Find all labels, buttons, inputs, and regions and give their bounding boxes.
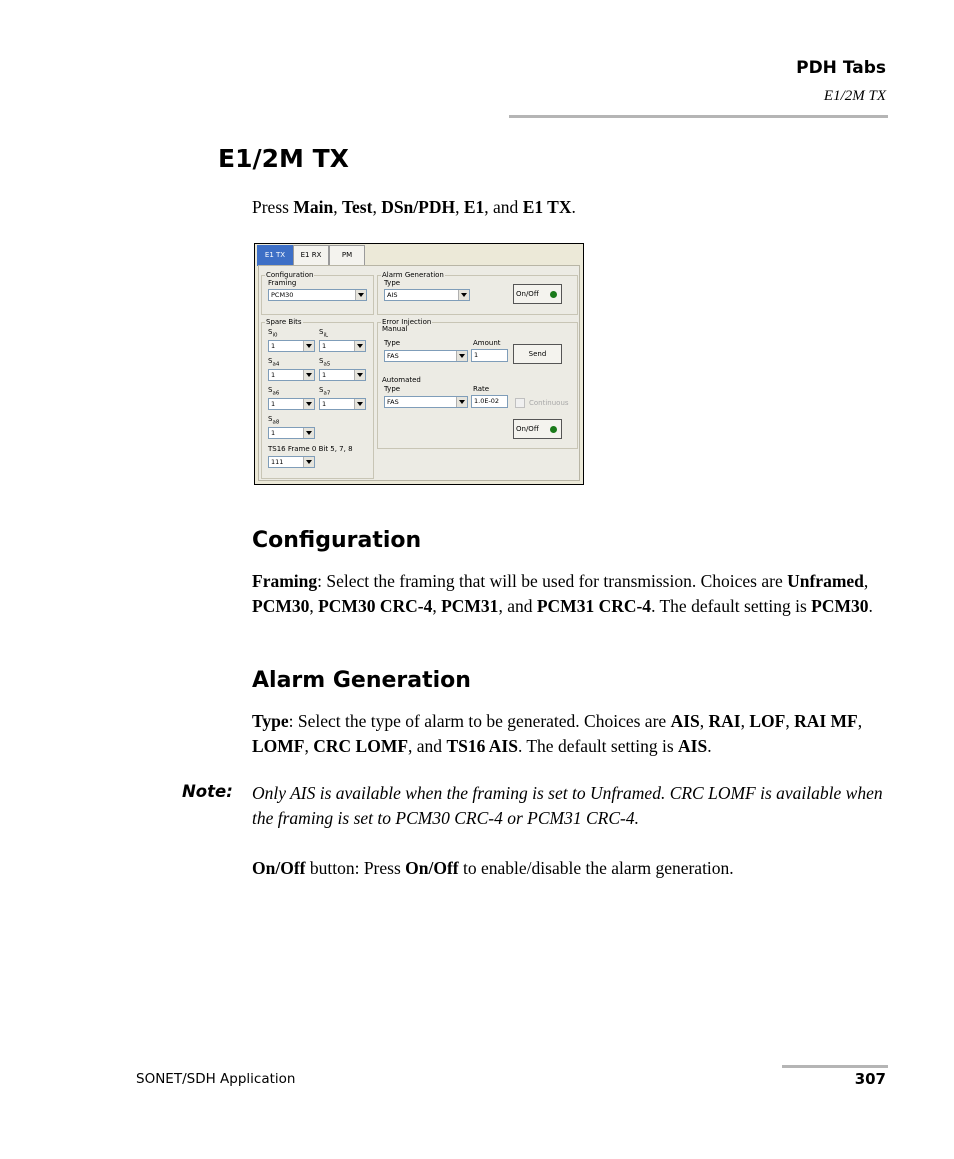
alarm-type-label: Type — [384, 279, 401, 287]
footer-rule — [782, 1065, 888, 1068]
alarm-generation-paragraph: Type: Select the type of alarm to be generated. Choices are AIS, RAI, LOF, RAI MF, LOMF, CRC LOMF, and TS16 AIS. The default setting is AIS. — [252, 711, 863, 756]
send-button[interactable]: Send — [513, 344, 562, 364]
chevron-down-icon — [456, 397, 467, 407]
configuration-heading: Configuration — [252, 528, 422, 553]
spare-bit-combo[interactable]: 1 — [268, 369, 315, 381]
framing-label: Framing — [268, 279, 297, 287]
spare-bit-combo[interactable]: 1 — [319, 340, 366, 352]
spare-bits-group-label: Spare Bits — [266, 318, 302, 326]
page-title: E1/2M TX — [218, 144, 349, 173]
onoff-paragraph: On/Off button: Press On/Off to enable/disable the alarm generation. — [252, 858, 734, 878]
chevron-down-icon — [355, 290, 366, 300]
alarm-generation-group-label: Alarm Generation — [382, 271, 444, 279]
chevron-down-icon — [354, 370, 365, 380]
spare-bit-label: $S_{a6}$ — [268, 386, 280, 397]
intro-paragraph: Press Main, Test, DSn/PDH, E1, and E1 TX. — [252, 197, 576, 217]
note-label: Note: — [182, 782, 233, 801]
spare-bit-label: $S_{a4}$ — [268, 357, 280, 368]
ts16-combo[interactable]: 111 — [268, 456, 315, 468]
spare-bit-label: $S_{a8}$ — [268, 415, 280, 426]
configuration-group-label: Configuration — [266, 271, 314, 279]
tab-panel — [258, 265, 580, 481]
chevron-down-icon — [458, 290, 469, 300]
framing-combo[interactable]: PCM30 — [268, 289, 367, 301]
alarm-type-combo[interactable]: AIS — [384, 289, 470, 301]
spare-bit-label: $S_{a5}$ — [319, 357, 331, 368]
automated-type-label: Type — [384, 385, 401, 393]
manual-type-label: Type — [384, 339, 401, 347]
chevron-down-icon — [303, 370, 314, 380]
manual-type-combo[interactable]: FAS — [384, 350, 468, 362]
running-header-title: PDH Tabs — [796, 58, 886, 78]
manual-label: Manual — [382, 325, 408, 333]
footer-title: SONET/SDH Application — [136, 1071, 296, 1087]
rate-input[interactable]: 1.0E-02 — [471, 395, 508, 408]
chevron-down-icon — [354, 399, 365, 409]
chevron-down-icon — [303, 399, 314, 409]
tab-pm[interactable]: PM — [329, 245, 365, 265]
chevron-down-icon — [456, 351, 467, 361]
amount-input[interactable]: 1 — [471, 349, 508, 362]
continuous-checkbox[interactable] — [515, 398, 525, 408]
e1-tx-screenshot — [254, 243, 584, 485]
status-led-icon — [550, 291, 557, 298]
configuration-group — [261, 271, 374, 315]
note-text: Only AIS is available when the framing is set to Unframed. CRC LOMF is available when the framing is set to PCM30 CRC-4 or PCM31 CRC-4. — [252, 783, 883, 828]
spare-bits-group — [261, 318, 374, 479]
chevron-down-icon — [303, 428, 314, 438]
configuration-paragraph: Framing: Select the framing that will be used for transmission. Choices are Unframed, PCM30, PCM30 CRC-4, PCM31, and PCM31 CRC-4. The default setting is PCM30. — [252, 571, 873, 616]
ts16-label: TS16 Frame 0 Bit 5, 7, 8 — [268, 445, 353, 453]
page-number: 307 — [854, 1070, 886, 1088]
rate-label: Rate — [473, 385, 490, 393]
spare-bit-combo[interactable]: 1 — [319, 398, 366, 410]
running-header-subtitle: E1/2M TX — [823, 88, 886, 104]
spare-bit-label: $S_{iL}$ — [319, 328, 329, 339]
automated-label: Automated — [382, 376, 421, 384]
chevron-down-icon — [303, 457, 314, 467]
spare-bit-combo[interactable]: 1 — [319, 369, 366, 381]
spare-bit-combo[interactable]: 1 — [268, 340, 315, 352]
spare-bit-combo[interactable]: 1 — [268, 427, 315, 439]
spare-bit-label: $S_{a7}$ — [319, 386, 331, 397]
alarm-onoff-button[interactable]: On/Off — [513, 284, 562, 304]
error-injection-group-label: Error Injection — [382, 318, 432, 326]
spare-bit-combo[interactable]: 1 — [268, 398, 315, 410]
spare-bit-label: $S_{i0}$ — [268, 328, 278, 339]
alarm-generation-heading: Alarm Generation — [252, 668, 471, 693]
header-rule — [509, 115, 888, 118]
automated-onoff-button[interactable]: On/Off — [513, 419, 562, 439]
automated-type-combo[interactable]: FAS — [384, 396, 468, 408]
amount-label: Amount — [473, 339, 501, 347]
error-injection-group — [377, 318, 578, 449]
alarm-generation-group — [377, 271, 578, 315]
tab-e1-rx[interactable]: E1 RX — [293, 245, 329, 265]
status-led-icon — [550, 426, 557, 433]
continuous-label: Continuous — [529, 399, 569, 407]
chevron-down-icon — [303, 341, 314, 351]
tab-e1-tx[interactable]: E1 TX — [257, 245, 293, 266]
chevron-down-icon — [354, 341, 365, 351]
